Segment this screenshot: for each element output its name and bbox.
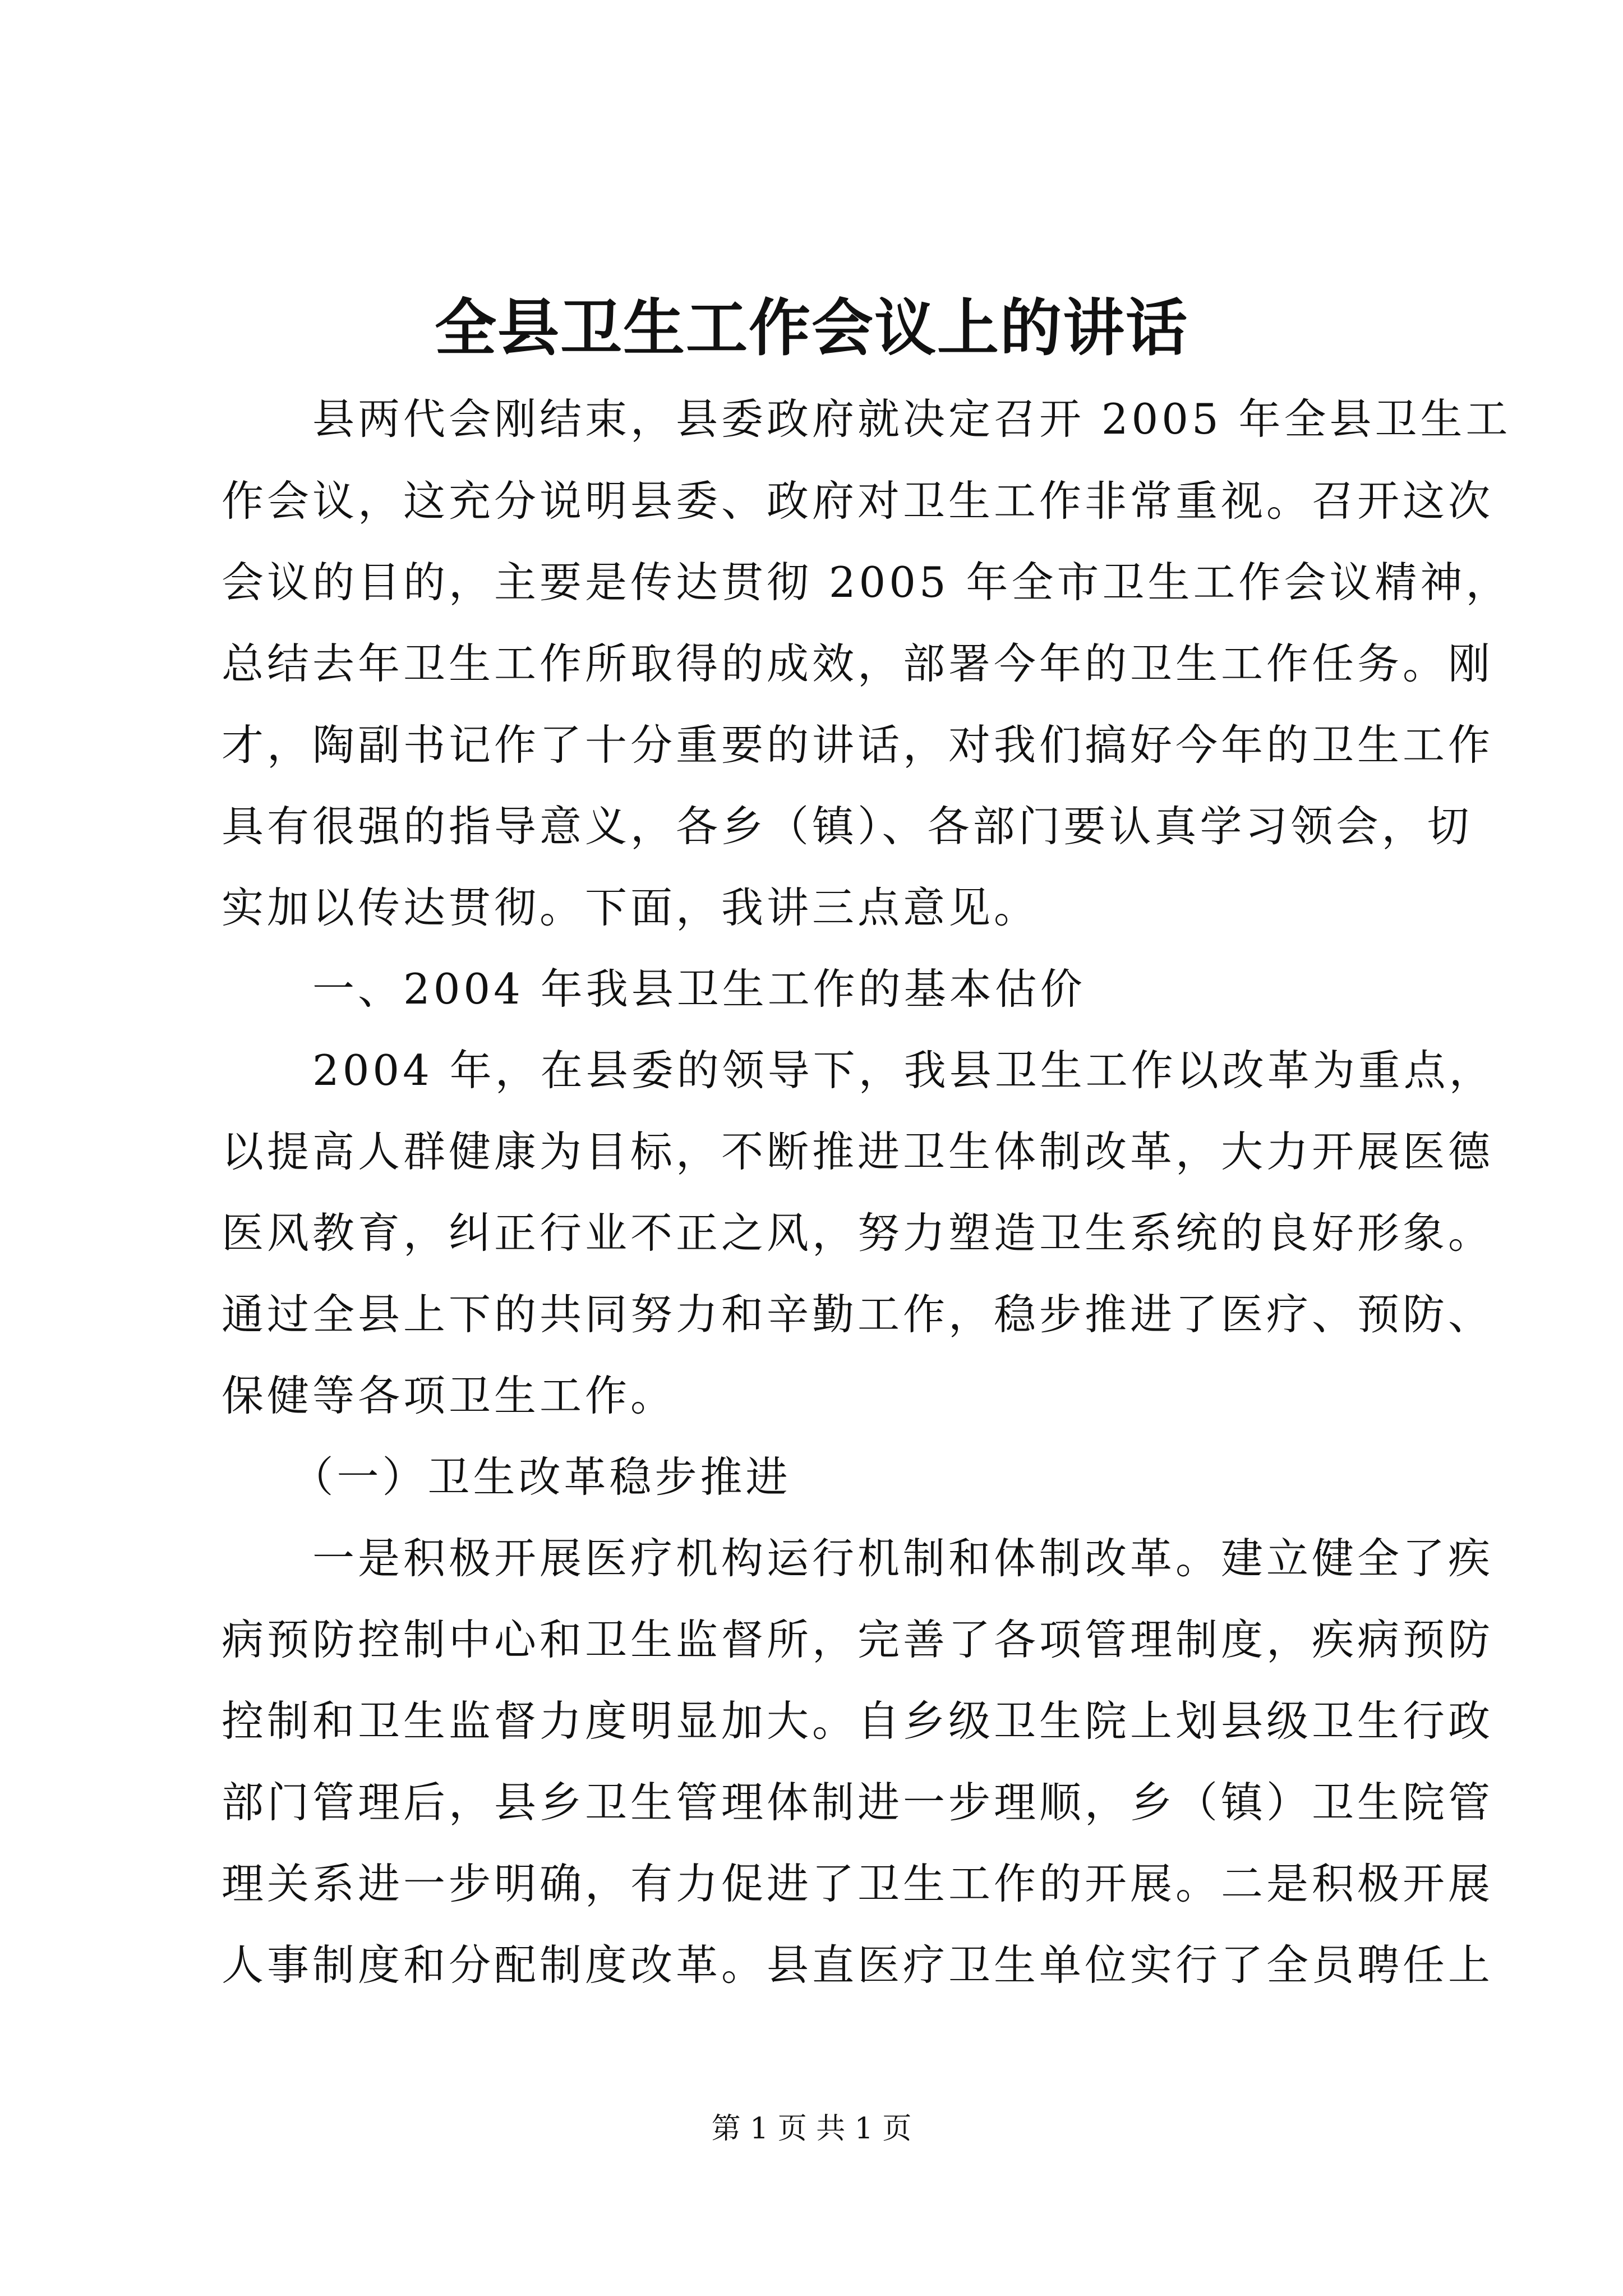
body-line: 总结去年卫生工作所取得的成效，部署今年的卫生工作任务。刚 <box>222 639 1494 688</box>
body-line: 人事制度和分配制度改革。县直医疗卫生单位实行了全员聘任上 <box>222 1940 1494 1990</box>
body-line: 医风教育，纠正行业不正之风，努力塑造卫生系统的良好形象。 <box>222 1208 1494 1258</box>
body-line: 部门管理后，县乡卫生管理体制进一步理顺，乡（镇）卫生院管 <box>222 1778 1494 1827</box>
body-line: 病预防控制中心和卫生监督所，完善了各项管理制度，疾病预防 <box>222 1615 1494 1664</box>
body-line: 一是积极开展医疗机构运行机制和体制改革。建立健全了疾 <box>222 1534 1494 1583</box>
body-line: 理关系进一步明确，有力促进了卫生工作的开展。二是积极开展 <box>222 1859 1494 1908</box>
subsection-heading: （一）卫生改革稳步推进 <box>222 1452 791 1502</box>
body-line: 才，陶副书记作了十分重要的讲话，对我们搞好今年的卫生工作 <box>222 720 1494 770</box>
body-line: 县两代会刚结束，县委政府就决定召开 2005 年全县卫生工 <box>222 394 1511 444</box>
body-line: 通过全县上下的共同努力和辛勤工作，稳步推进了医疗、预防、 <box>222 1290 1494 1339</box>
body-line: 实加以传达贯彻。下面，我讲三点意见。 <box>222 883 1040 932</box>
body-line: 控制和卫生监督力度明显加大。自乡级卫生院上划县级卫生行政 <box>222 1696 1494 1746</box>
body-line: 以提高人群健康为目标，不断推进卫生体制改革，大力开展医德 <box>222 1127 1494 1176</box>
body-line: 会议的目的，主要是传达贯彻 2005 年全市卫生工作会议精神， <box>222 558 1511 607</box>
page-footer: 第 1 页 共 1 页 <box>711 2112 912 2146</box>
document-title: 全县卫生工作会议上的讲话 <box>435 292 1188 364</box>
section-heading: 一、2004 年我县卫生工作的基本估价 <box>222 964 1086 1014</box>
body-line: 2004 年，在县委的领导下，我县卫生工作以改革为重点， <box>222 1046 1495 1095</box>
body-line: 保健等各项卫生工作。 <box>222 1371 676 1420</box>
body-line: 具有很强的指导意义，各乡（镇）、各部门要认真学习领会，切 <box>222 802 1473 851</box>
body-line: 作会议，这充分说明县委、政府对卫生工作非常重视。召开这次 <box>222 476 1494 526</box>
